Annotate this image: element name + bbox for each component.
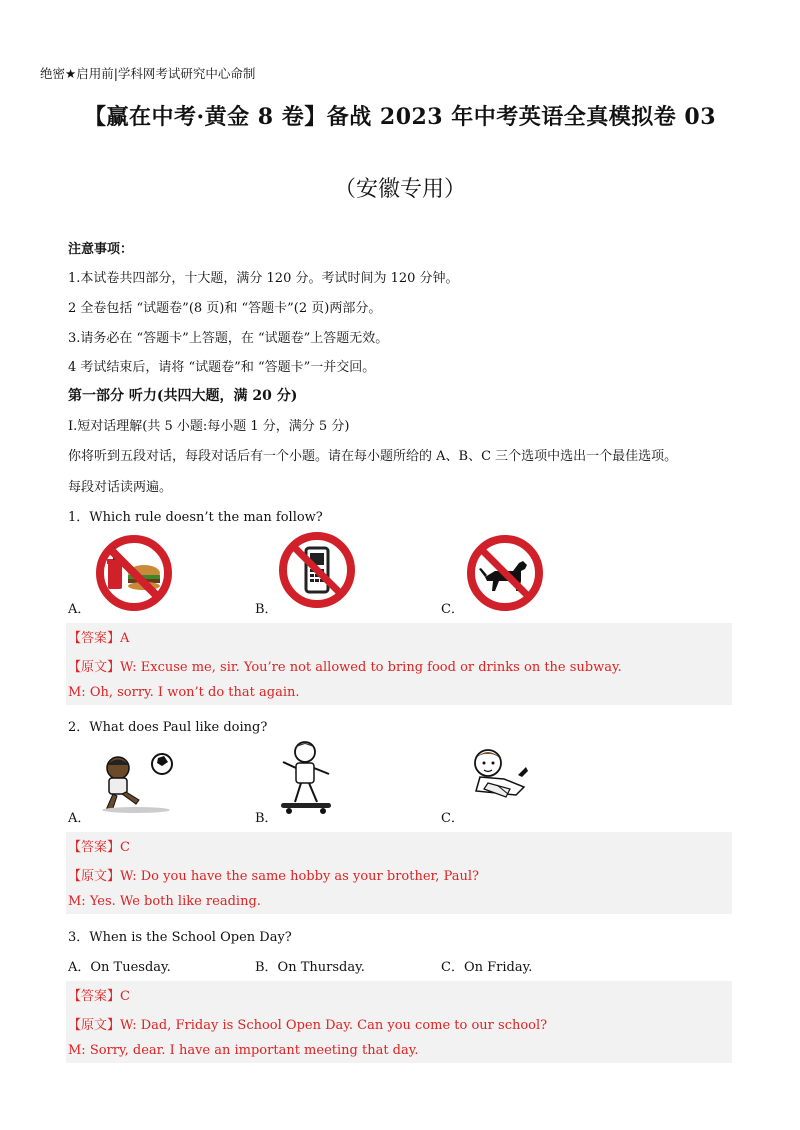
notice-item: 1.本试卷共四部分，十大题，满分 120 分。考试时间为 120 分钟。 bbox=[68, 271, 459, 286]
q1-option-a-label: A． bbox=[68, 602, 91, 617]
question-2-stem: 2．What does Paul like doing? bbox=[68, 720, 268, 735]
script-line-2: M: Sorry, dear. I have an important meeting that day. bbox=[68, 1043, 419, 1058]
page-title: 【赢在中考·黄金 8 卷】备战 2023 年中考英语全真模拟卷 03 bbox=[83, 104, 717, 130]
notice-item: 2 全卷包括 “试题卷”(8 页)和 “答题卡”(2 页)两部分。 bbox=[68, 301, 382, 316]
answer-value: A bbox=[120, 631, 130, 646]
notice-item: 3.请务必在 “答题卡”上答题，在 “试题卷”上答题无效。 bbox=[68, 331, 389, 346]
boy-skateboarding-icon bbox=[275, 738, 337, 818]
boy-reading-icon bbox=[466, 745, 536, 809]
q2-option-a-label: A． bbox=[68, 811, 91, 826]
section-heading: Ⅰ.短对话理解(共 5 小题:每小题 1 分，满分 5 分) bbox=[68, 419, 350, 434]
question-3-stem: 3．When is the School Open Day? bbox=[68, 930, 292, 945]
script-label: 【原文】 bbox=[68, 1018, 121, 1033]
script-text: W: Dad, Friday is School Open Day. Can you come to our school? bbox=[120, 1018, 548, 1033]
script-line-1 bbox=[68, 656, 622, 675]
page-subtitle: （安徽专用） bbox=[333, 177, 466, 202]
q1-option-c-label: C． bbox=[441, 602, 464, 617]
script-line-1 bbox=[68, 1014, 547, 1033]
part1-heading: 第一部分 听力(共四大题，满 20 分) bbox=[68, 388, 298, 404]
confidential-header: 绝密★启用前|学科网考试研究中心命制 bbox=[40, 66, 256, 81]
answer-box-q1 bbox=[66, 623, 732, 705]
answer-box-q3 bbox=[66, 981, 732, 1063]
notice-heading: 注意事项： bbox=[68, 242, 134, 257]
no-dogs-icon bbox=[465, 533, 545, 613]
script-text: W: Do you have the same hobby as your brother, Paul? bbox=[120, 869, 479, 884]
no-food-drink-icon bbox=[94, 533, 174, 613]
q3-option-b: B．On Thursday. bbox=[255, 960, 365, 975]
q1-option-b-label: B． bbox=[255, 602, 278, 617]
q3-option-a: A．On Tuesday. bbox=[68, 960, 171, 975]
script-line-2: M: Oh, sorry. I won’t do that again. bbox=[68, 685, 300, 700]
script-label: 【原文】 bbox=[68, 869, 121, 884]
answer-line bbox=[68, 985, 130, 1004]
instructions-line-1: 你将听到五段对话，每段对话后有一个小题。请在每小题所给的 A、B、C 三个选项中选出一个最佳选项。 bbox=[68, 449, 678, 464]
answer-label: 【答案】 bbox=[68, 631, 121, 646]
script-line-1 bbox=[68, 865, 479, 884]
instructions-line-2: 每段对话读两遍。 bbox=[68, 480, 173, 495]
question-1-stem: 1．Which rule doesn’t the man follow? bbox=[68, 510, 323, 525]
answer-value: C bbox=[120, 989, 130, 1004]
answer-line bbox=[68, 836, 130, 855]
script-text: W: Excuse me, sir. You’re not allowed to bring food or drinks on the subway. bbox=[120, 660, 622, 675]
answer-label: 【答案】 bbox=[68, 840, 121, 855]
boy-playing-football-icon bbox=[96, 748, 178, 818]
answer-box-q2 bbox=[66, 832, 732, 914]
q2-option-b-label: B． bbox=[255, 811, 278, 826]
q2-option-c-label: C． bbox=[441, 811, 464, 826]
answer-value: C bbox=[120, 840, 130, 855]
q3-option-c: C．On Friday. bbox=[441, 960, 533, 975]
script-line-2: M: Yes. We both like reading. bbox=[68, 894, 261, 909]
no-phone-icon bbox=[277, 530, 357, 610]
answer-label: 【答案】 bbox=[68, 989, 121, 1004]
answer-line bbox=[68, 627, 129, 646]
notice-item: 4 考试结束后，请将 “试题卷”和 “答题卡”一并交回。 bbox=[68, 360, 376, 375]
script-label: 【原文】 bbox=[68, 660, 121, 675]
